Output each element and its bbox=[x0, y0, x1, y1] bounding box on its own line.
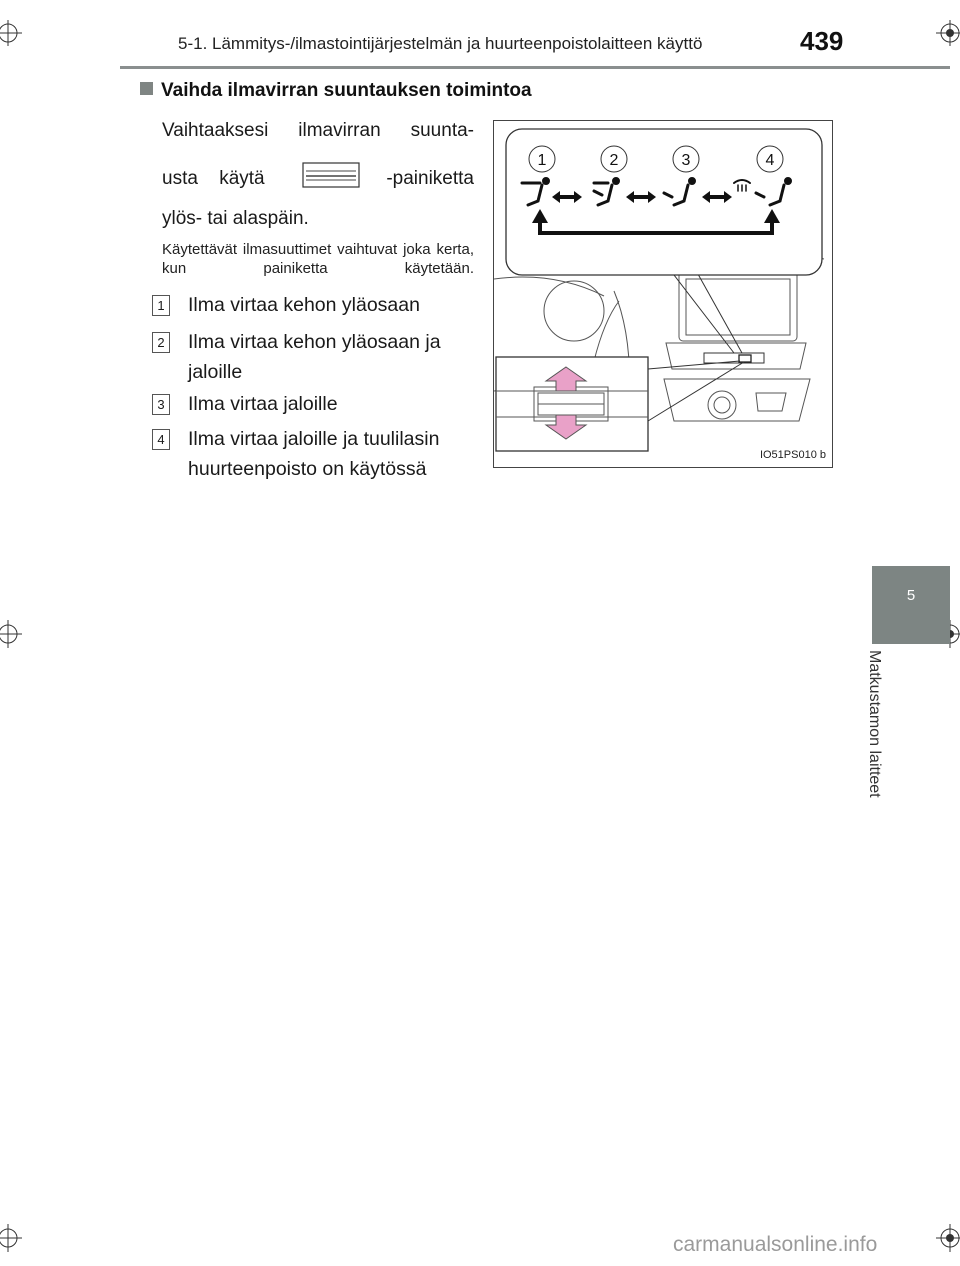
heading-square-icon bbox=[140, 82, 153, 95]
list-text: Ilma virtaa jaloille bbox=[188, 393, 338, 415]
list-number: 1 bbox=[152, 295, 170, 316]
page-number: 439 bbox=[800, 26, 844, 56]
callout-number: 1 bbox=[537, 152, 547, 169]
list-text: Ilma virtaa jaloille ja tuulilasin huurteenpoisto on käytössä bbox=[188, 428, 440, 480]
instruction-line-3: ylös- tai alaspäin. bbox=[162, 208, 309, 229]
instruction-line-2-right: -painiketta bbox=[386, 168, 474, 189]
list-number: 4 bbox=[152, 429, 170, 450]
callout-number: 4 bbox=[765, 152, 775, 169]
figure-code: IO51PS010 b bbox=[759, 449, 826, 461]
list-number: 3 bbox=[152, 394, 170, 415]
section-heading bbox=[140, 80, 532, 102]
dashboard-drawing bbox=[494, 121, 832, 467]
callout-number: 2 bbox=[609, 152, 619, 169]
list-item bbox=[152, 424, 478, 484]
header-rule bbox=[120, 66, 950, 69]
dashboard-illustration bbox=[493, 120, 833, 468]
chapter-tab: 5 bbox=[872, 566, 950, 644]
instruction-line-1: Vaihtaaksesi ilmavirran suunta- bbox=[162, 120, 474, 141]
list-item bbox=[152, 290, 478, 320]
airflow-mode-button-icon bbox=[302, 162, 360, 188]
list-number: 2 bbox=[152, 332, 170, 353]
running-header: 5-1. Lämmitys-/ilmastointijärjestelmän ja huurteenpoistolaitteen käyttö bbox=[178, 34, 703, 53]
instruction-line-2-left: usta käytä bbox=[162, 168, 265, 189]
watermark: carmanualsonline.info bbox=[673, 1233, 878, 1256]
list-text: Ilma virtaa kehon yläosaan ja jaloille bbox=[188, 331, 441, 383]
section-heading-text: Vaihda ilmavirran suuntauksen toimintoa bbox=[161, 80, 532, 101]
callout-number: 3 bbox=[681, 152, 691, 169]
list-item bbox=[152, 327, 478, 387]
note-text: Käytettävät ilmasuuttimet vaihtuvat joka kerta, kun painiketta käytetään. bbox=[162, 241, 474, 277]
chapter-label bbox=[857, 650, 897, 850]
list-text: Ilma virtaa kehon yläosaan bbox=[188, 294, 420, 316]
list-item bbox=[152, 389, 478, 419]
chapter-label-text: Matkustamon laitteet bbox=[866, 650, 883, 798]
